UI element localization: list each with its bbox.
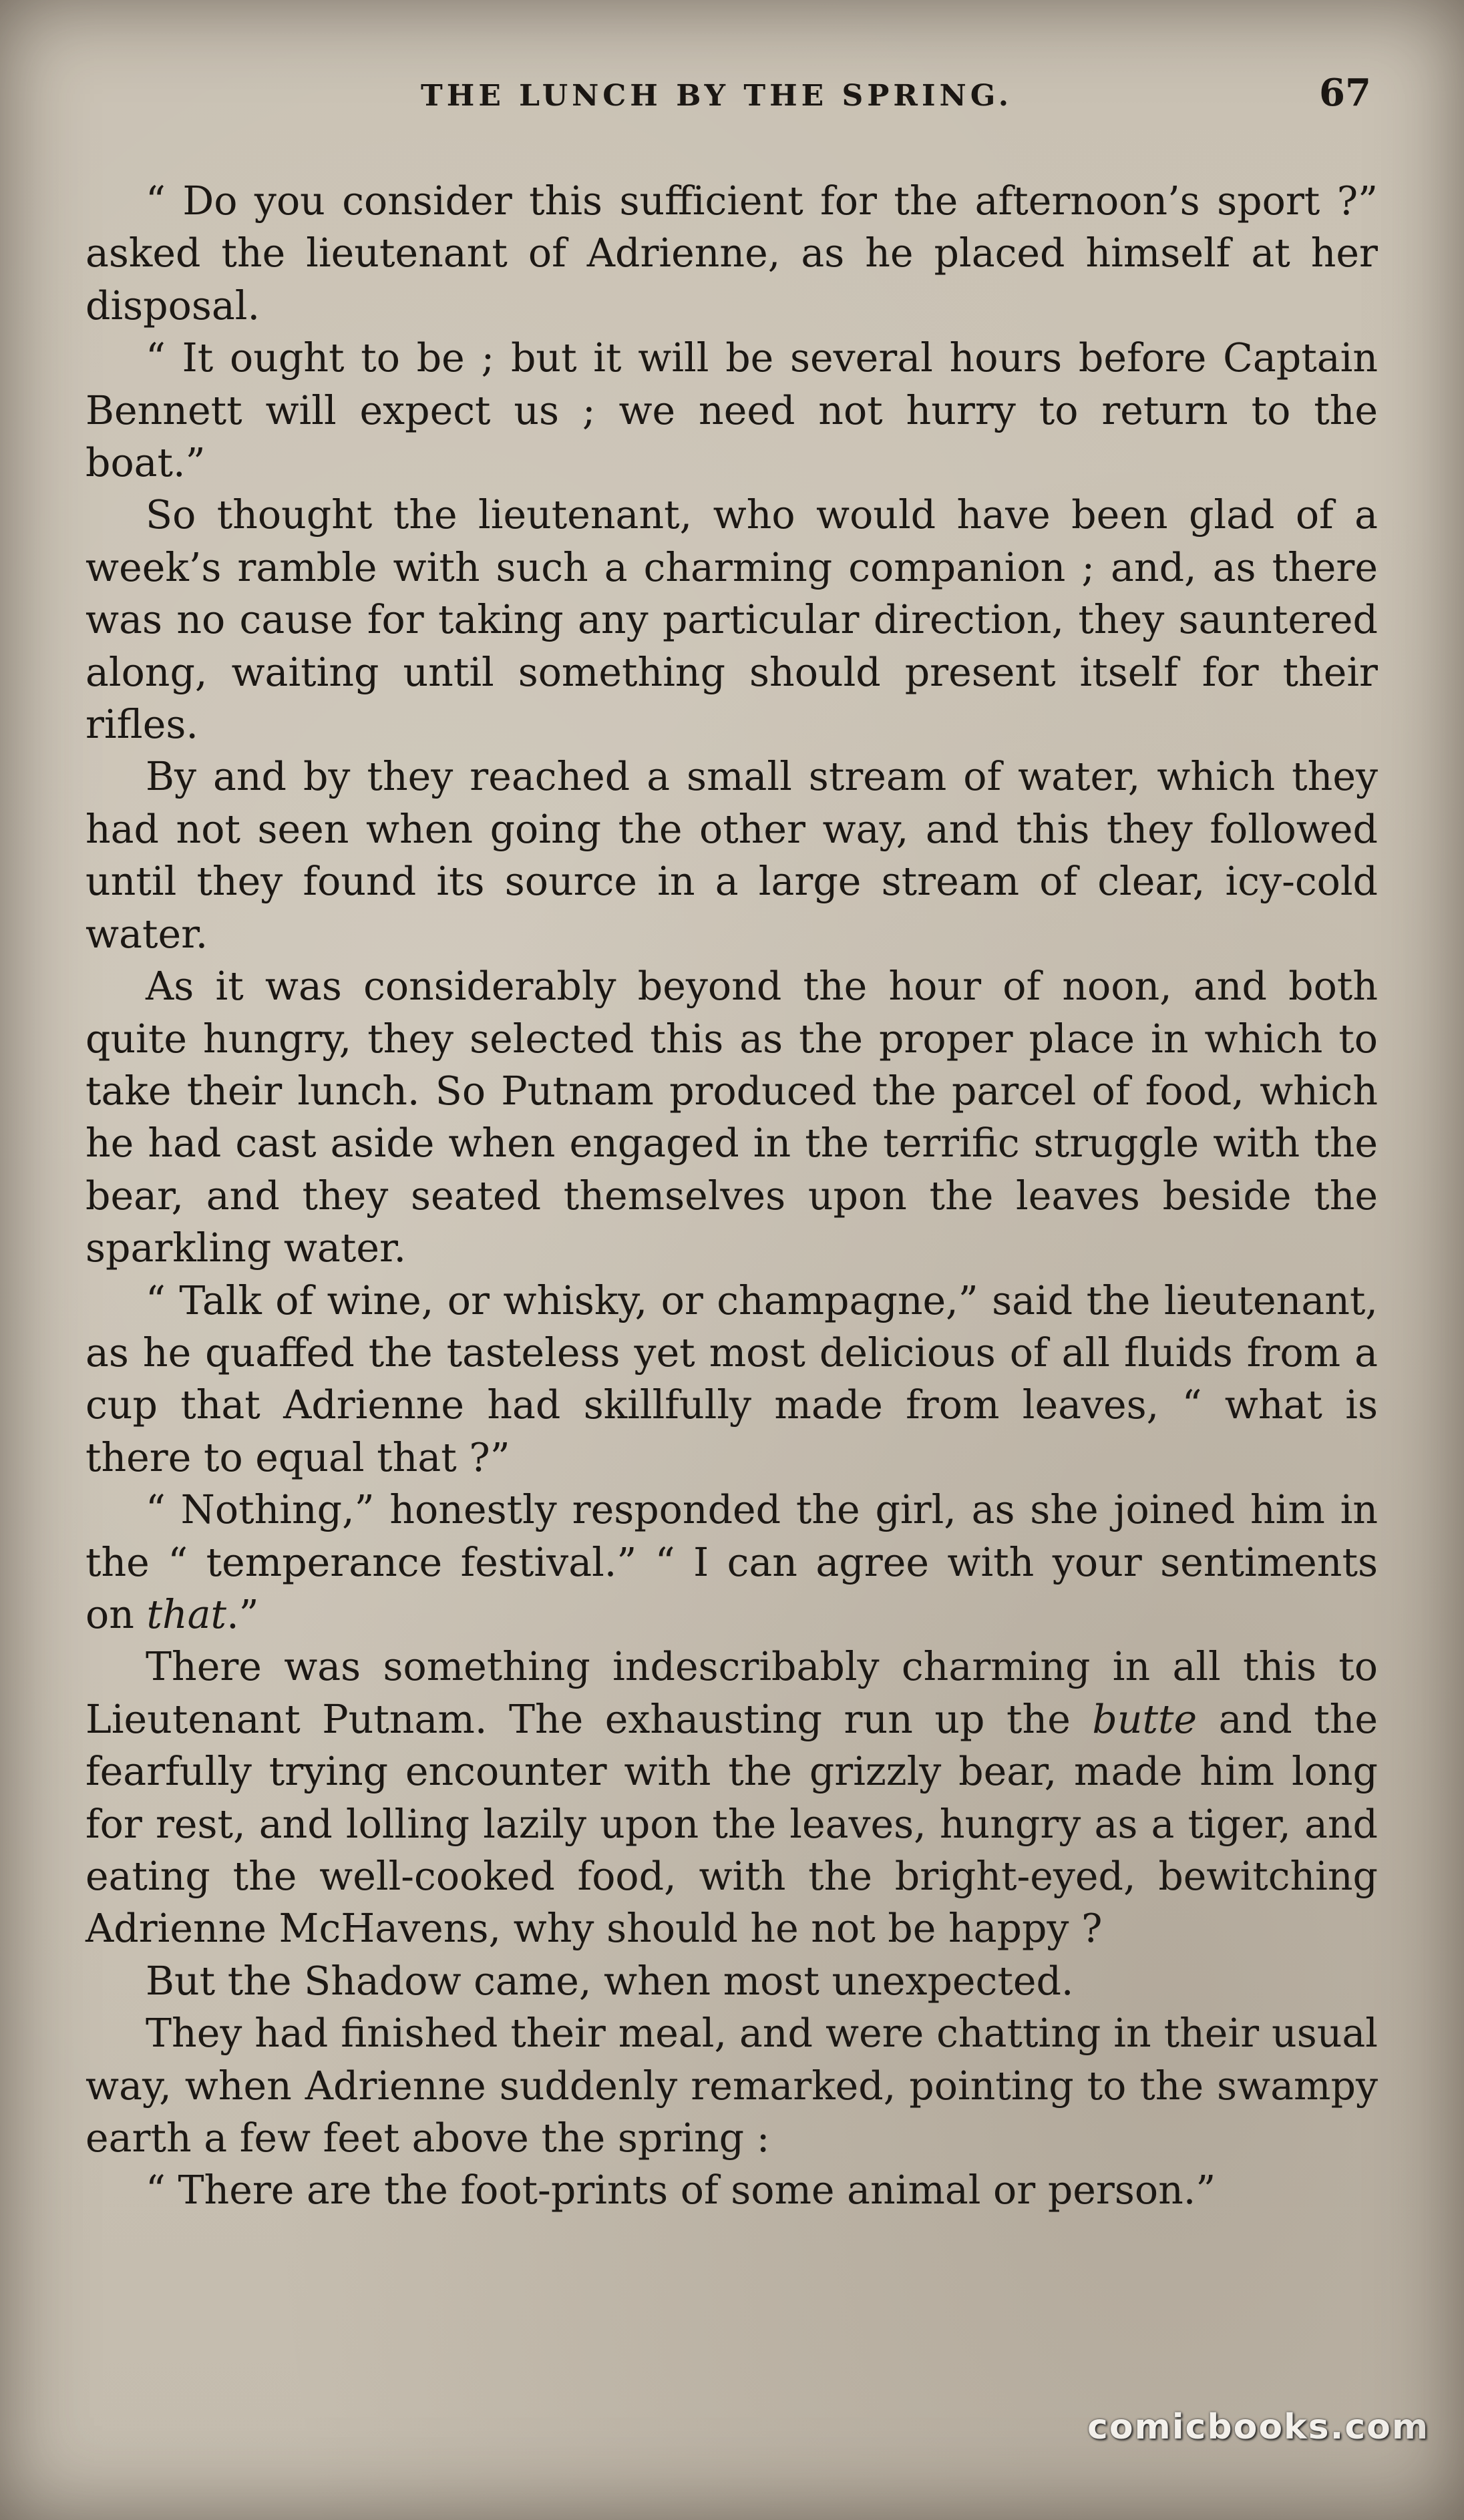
paragraph: They had finished their meal, and were chatting in their usual way, when Adrienne suddenly remarked, pointing to the swampy earth a few feet above the spring : bbox=[85, 2011, 1378, 2161]
running-head bbox=[0, 71, 1464, 126]
paragraph: But the Shadow came, when most unexpected. bbox=[146, 1958, 1074, 2004]
paragraph: “ Talk of wine, or whisky, or champagne,” said the lieutenant, as he quaffed the tasteless yet most delicious of all fluids from a cup that Adrienne had skillfully made from leaves, “ what is there to equal that ?” bbox=[85, 1277, 1378, 1480]
body-text bbox=[85, 175, 1378, 2217]
paragraph: “ Nothing,” honestly responded the girl, as she joined him in the “ temperance festival.” “ I can agree with your sentiments on that.” bbox=[85, 1487, 1378, 1637]
paragraph: “ There are the foot-prints of some animal or person.” bbox=[146, 2167, 1216, 2214]
italic-word: that bbox=[146, 1591, 227, 1637]
paragraph: As it was considerably beyond the hour of noon, and both quite hungry, they selected this as the proper place in which to take their lunch. So Putnam produced the parcel of food, which he had cast aside when engaged in the terrific struggle with the bear, and they seated themselves upon the leaves beside the sparkling water. bbox=[85, 964, 1378, 1271]
running-title: THE LUNCH BY THE SPRING. bbox=[421, 79, 1013, 113]
watermark: comicbooks.com bbox=[1087, 2407, 1430, 2447]
paragraph: “ It ought to be ; but it will be several hours before Captain Bennett will expect us ; we need not hurry to return to the boat.” bbox=[85, 335, 1378, 486]
page-number: 67 bbox=[1319, 71, 1371, 115]
italic-word: butte bbox=[1092, 1696, 1198, 1742]
paragraph: There was something indescribably charming in all this to Lieutenant Putnam. The exhausting run up the butte and the fearfully trying encounter with the grizzly bear, made him long for rest, and lolling lazily upon the leaves, hungry as a tiger, and eating the well-cooked food, with the bright-eyed, bewitching Adrienne McHavens, why should he not be happy ? bbox=[85, 1644, 1379, 1952]
paragraph: By and by they reached a small stream of water, which they had not seen when going the other way, and this they followed until they found its source in a large stream of clear, icy-cold water. bbox=[85, 754, 1378, 957]
paragraph: “ Do you consider this sufficient for the afternoon’s sport ?” asked the lieutenant of Adrienne, as he placed himself at her disposal. bbox=[85, 178, 1378, 329]
paragraph: So thought the lieutenant, who would have been glad of a week’s ramble with such a charming companion ; and, as there was no cause for taking any particular direction, they sauntered along, waiting until something should present itself for their rifles. bbox=[85, 492, 1378, 748]
